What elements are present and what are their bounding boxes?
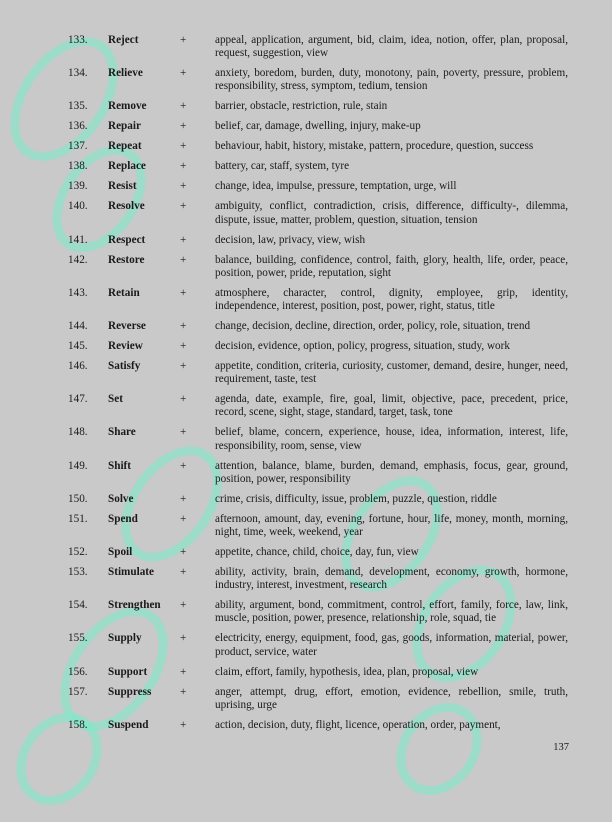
entry-number: 140. [68, 200, 88, 213]
entry-number: 154. [68, 599, 88, 612]
entry-row [68, 100, 568, 113]
entry-collocations: anxiety, boredom, burden, duty, monotony, pain, poverty, pressure, problem, responsibility, stress, symptom, tedium, tension [215, 67, 568, 93]
entry-number: 139. [68, 180, 88, 193]
entry-number: 142. [68, 253, 88, 266]
entry-collocations: electricity, energy, equipment, food, gas, goods, information, material, power, product, service, water [215, 632, 568, 658]
entry-row [68, 493, 568, 506]
entry-number: 143. [68, 286, 88, 299]
entry-row [68, 513, 568, 539]
entry-row [68, 160, 568, 173]
plus-sign: + [180, 67, 187, 80]
plus-sign: + [180, 340, 187, 353]
entry-row [68, 320, 568, 333]
entry-collocations: ability, argument, bond, commitment, control, effort, family, force, law, link, muscle, position, power, presence, relationship, role, squad, tie [215, 599, 568, 625]
entry-collocations: appetite, chance, child, choice, day, fun, view [215, 546, 419, 559]
entry-collocations: agenda, date, example, fire, goal, limit, objective, pace, precedent, price, record, scene, sight, stage, standard, target, task, tone [215, 393, 568, 419]
entry-word: Share [108, 426, 136, 439]
entry-collocations: barrier, obstacle, restriction, rule, stain [215, 100, 388, 113]
plus-sign: + [180, 459, 187, 472]
entry-word: Resist [108, 180, 137, 193]
entry-word: Respect [108, 233, 146, 246]
entry-collocations: battery, car, staff, system, tyre [215, 160, 350, 173]
plus-sign: + [180, 360, 187, 373]
entry-number: 158. [68, 718, 88, 731]
entry-row [68, 599, 568, 625]
entry-row [68, 460, 568, 486]
entry-number: 152. [68, 546, 88, 559]
entry-collocations: claim, effort, family, hypothesis, idea, plan, proposal, view [215, 665, 479, 678]
entry-number: 148. [68, 426, 88, 439]
entry-row [68, 287, 568, 313]
plus-sign: + [180, 393, 187, 406]
entry-row [68, 34, 568, 60]
entry-word: Stimulate [108, 566, 154, 579]
entry-collocations: action, decision, duty, flight, licence, operation, order, payment, [215, 718, 501, 731]
entry-number: 136. [68, 120, 88, 133]
entry-row [68, 140, 568, 153]
entry-word: Suppress [108, 685, 152, 698]
entry-word: Set [108, 393, 123, 406]
plus-sign: + [180, 320, 187, 333]
entry-number: 153. [68, 566, 88, 579]
entry-row [68, 566, 568, 592]
entry-row [68, 340, 568, 353]
entry-number: 145. [68, 340, 88, 353]
plus-sign: + [180, 180, 187, 193]
plus-sign: + [180, 426, 187, 439]
entry-collocations: change, idea, impulse, pressure, temptation, urge, will [215, 180, 457, 193]
collocation-list [68, 34, 568, 739]
entry-number: 146. [68, 360, 88, 373]
entry-collocations: appetite, condition, criteria, curiosity, customer, demand, desire, hunger, need, requirement, taste, test [215, 360, 568, 386]
entry-number: 138. [68, 160, 88, 173]
plus-sign: + [180, 160, 187, 173]
entry-row [68, 200, 568, 226]
entry-word: Resolve [108, 200, 145, 213]
entry-row [68, 686, 568, 712]
plus-sign: + [180, 492, 187, 505]
entry-collocations: balance, building, confidence, control, faith, glory, health, life, order, peace, position, power, pride, reputation, sight [215, 253, 568, 279]
entry-row [68, 666, 568, 679]
entry-word: Solve [108, 492, 134, 505]
entry-row [68, 546, 568, 559]
plus-sign: + [180, 685, 187, 698]
plus-sign: + [180, 233, 187, 246]
entry-word: Shift [108, 459, 132, 472]
plus-sign: + [180, 718, 187, 731]
entry-collocations: belief, blame, concern, experience, house, idea, information, interest, life, responsibility, room, sense, view [215, 426, 568, 452]
entry-word: Review [108, 340, 143, 353]
entry-collocations: atmosphere, character, control, dignity, employee, grip, identity, independence, interest, position, post, power, right, status, title [215, 286, 568, 313]
plus-sign: + [180, 200, 187, 213]
entry-row [68, 67, 568, 93]
plus-sign: + [180, 546, 187, 559]
entry-number: 134. [68, 67, 88, 80]
entry-word: Spoil [108, 546, 133, 559]
entry-number: 135. [68, 100, 88, 113]
entry-number: 147. [68, 393, 88, 406]
entry-collocations: ambiguity, conflict, contradiction, crisis, difference, difficulty-, dilemma, dispute, issue, matter, problem, question, situation, tension [215, 200, 568, 226]
entry-number: 157. [68, 685, 88, 698]
entry-word: Reverse [108, 320, 146, 333]
plus-sign: + [180, 566, 187, 579]
entry-row [68, 180, 568, 193]
entry-row [68, 234, 568, 247]
entry-word: Restore [108, 253, 145, 266]
plus-sign: + [180, 599, 187, 612]
plus-sign: + [180, 632, 187, 645]
entry-row [68, 120, 568, 133]
entry-word: Reject [108, 34, 139, 46]
entry-collocations: behaviour, habit, history, mistake, pattern, procedure, question, success [215, 140, 534, 153]
entry-word: Supply [108, 632, 142, 645]
entry-collocations: belief, car, damage, dwelling, injury, make-up [215, 120, 421, 133]
entry-word: Spend [108, 512, 138, 525]
entry-word: Suspend [108, 718, 149, 731]
plus-sign: + [180, 140, 187, 153]
entry-number: 133. [68, 34, 88, 46]
entry-word: Relieve [108, 67, 143, 80]
entry-word: Repair [108, 120, 141, 133]
entry-word: Remove [108, 100, 147, 113]
plus-sign: + [180, 100, 187, 113]
entry-row [68, 632, 568, 658]
entry-collocations: afternoon, amount, day, evening, fortune, hour, life, money, month, morning, night, time, week, weekend, year [215, 512, 568, 539]
plus-sign: + [180, 120, 187, 133]
entry-collocations: decision, law, privacy, view, wish [215, 233, 366, 246]
entry-number: 137. [68, 140, 88, 153]
plus-sign: + [180, 34, 187, 46]
entry-collocations: anger, attempt, drug, effort, emotion, evidence, rebellion, smile, truth, uprising, urge [215, 685, 568, 711]
entry-row [68, 393, 568, 419]
plus-sign: + [180, 665, 187, 678]
entry-word: Replace [108, 160, 146, 173]
entry-collocations: crime, crisis, difficulty, issue, problem, puzzle, question, riddle [215, 492, 497, 505]
entry-collocations: ability, activity, brain, demand, development, economy, growth, hormone, industry, interest, investment, research [215, 566, 568, 592]
entry-word: Retain [108, 286, 140, 299]
entry-collocations: change, decision, decline, direction, order, policy, role, situation, trend [215, 320, 531, 333]
entry-number: 155. [68, 632, 88, 645]
entry-row [68, 719, 568, 732]
entry-collocations: attention, balance, blame, burden, demand, emphasis, focus, gear, ground, position, power, responsibility [215, 459, 568, 485]
entry-row [68, 426, 568, 452]
entry-number: 144. [68, 320, 88, 333]
entry-collocations: decision, evidence, option, policy, progress, situation, study, work [215, 340, 510, 353]
entry-number: 141. [68, 233, 88, 246]
entry-number: 149. [68, 459, 88, 472]
plus-sign: + [180, 286, 187, 299]
entry-number: 150. [68, 492, 88, 505]
entry-word: Strengthen [108, 599, 161, 612]
entry-word: Satisfy [108, 360, 141, 373]
entry-word: Repeat [108, 140, 142, 153]
entry-number: 151. [68, 512, 88, 525]
plus-sign: + [180, 512, 187, 525]
entry-number: 156. [68, 665, 88, 678]
entry-collocations: appeal, application, argument, bid, claim, idea, notion, offer, plan, proposal, request, suggestion, view [215, 34, 568, 60]
entry-row [68, 360, 568, 386]
entry-row [68, 254, 568, 280]
page-number: 137 [553, 742, 569, 753]
entry-word: Support [108, 665, 148, 678]
plus-sign: + [180, 253, 187, 266]
